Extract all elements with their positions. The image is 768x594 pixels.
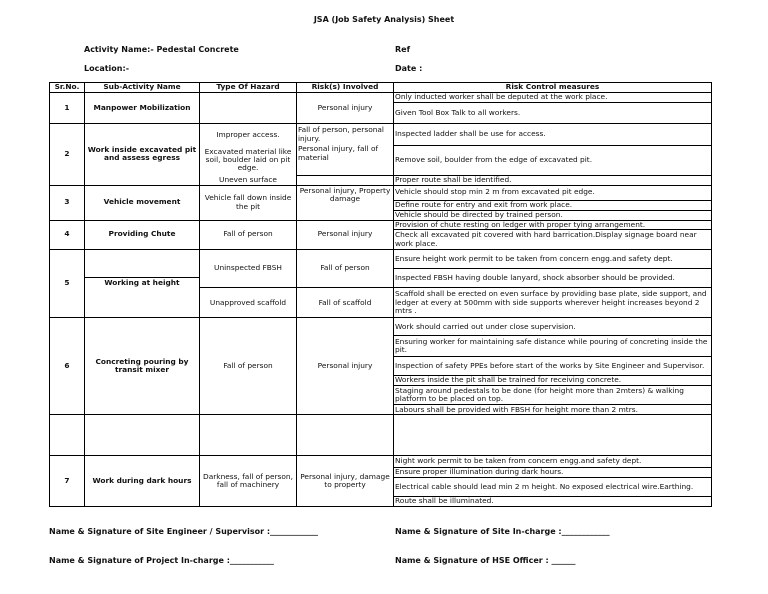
table-row [50, 124, 712, 145]
control-cell: Labours shall be provided with FBSH for height more than 2 mtrs. [394, 405, 712, 415]
empty-cell [297, 415, 394, 456]
control-cell: Route shall be illuminated. [394, 496, 712, 506]
risk-cell: Fall of person, personal injury. [297, 124, 394, 145]
activity-name: Activity Name:- Pedestal Concrete [84, 45, 239, 54]
risk-cell: Personal injury, fall of material [297, 145, 394, 175]
table-row-empty [50, 415, 712, 456]
control-cell: Inspected ladder shall be use for access. [394, 124, 712, 145]
table-row [50, 92, 712, 102]
hazard-cell: Vehicle fall down inside the pit [200, 185, 297, 220]
header-risk: Risk(s) Involved [297, 83, 394, 93]
control-cell: Only inducted worker shall be deputed at the work place. [394, 92, 712, 102]
activity-cell: Work during dark hours [85, 455, 200, 506]
control-cell: Workers inside the pit shall be trained for receiving concrete. [394, 376, 712, 386]
sr-cell: 7 [50, 455, 85, 506]
hazard-cell: Unapproved scaffold [200, 288, 297, 318]
control-cell: Inspection of safety PPEs before start of the works by Site Engineer and Supervisor. [394, 356, 712, 375]
empty-cell [394, 415, 712, 456]
control-cell: Vehicle should stop min 2 m from excavated pit edge. [394, 185, 712, 200]
hazard-cell: Darkness, fall of person, fall of machinery [200, 455, 297, 506]
activity-cell: Concreting pouring by transit mixer [85, 318, 200, 415]
risk-cell: Personal injury [297, 220, 394, 249]
control-cell: Proper route shall be identified. [394, 175, 712, 185]
control-cell: Provision of chute resting on ledger with proper tying arrangement. [394, 220, 712, 230]
table-row [50, 185, 712, 200]
date-label: Date : [395, 64, 423, 73]
sr-cell: 4 [50, 220, 85, 249]
ref-label: Ref [395, 45, 411, 54]
table-row [50, 220, 712, 230]
activity-cell: Working at height [85, 277, 200, 318]
page-title: JSA (Job Safety Analysis) Sheet [313, 15, 455, 24]
risk-cell: Fall of scaffold [297, 288, 394, 318]
activity-cell: Providing Chute [85, 220, 200, 249]
risk-cell: Personal injury, damage to property [297, 455, 394, 506]
sr-cell: 1 [50, 92, 85, 123]
risk-cell [297, 175, 394, 185]
hazard-cell: Excavated material like soil, boulder laid on pit edge. [200, 145, 297, 175]
control-cell: Staging around pedestals to be done (for height more than 2mters) & walking platform to be placed on top. [394, 386, 712, 405]
control-cell: Ensure height work permit to be taken from concern engg.and safety dept. [394, 249, 712, 268]
hazard-cell: Uneven surface [200, 175, 297, 185]
risk-cell: Fall of person [297, 249, 394, 288]
control-cell: Check all excavated pit covered with hard barrication.Display signage board near work place. [394, 230, 712, 249]
control-cell: Scaffold shall be erected on even surface by providing base plate, side support, and ledger at every at 500mm with side supports wherever height increases beyond 2 mtrs . [394, 288, 712, 318]
site-incharge-signature: Name & Signature of Site In-charge :____________ [395, 527, 610, 536]
jsa-table [49, 82, 712, 507]
control-cell: Ensure proper illumination during dark hours. [394, 467, 712, 477]
hse-officer-signature: Name & Signature of HSE Officer : ______ [395, 556, 576, 565]
control-cell: Vehicle should be directed by trained person. [394, 210, 712, 220]
hazard-cell [200, 92, 297, 123]
table-row [50, 249, 712, 268]
control-cell: Inspected FBSH having double lanyard, shock absorber should be provided. [394, 269, 712, 288]
control-cell: Electrical cable should lead min 2 m height. No exposed electrical wire.Earthing. [394, 477, 712, 496]
control-cell: Night work permit to be taken from concern engg.and safety dept. [394, 455, 712, 467]
risk-cell: Personal injury, Property damage [297, 185, 394, 220]
activity-cell: Vehicle movement [85, 185, 200, 220]
table-header-row [50, 83, 712, 93]
empty-cell [200, 415, 297, 456]
header-sub-activity: Sub-Activity Name [85, 83, 200, 93]
control-cell: Work should carried out under close supervision. [394, 318, 712, 336]
sr-cell: 5 [50, 249, 85, 318]
risk-cell: Personal injury [297, 92, 394, 123]
hazard-cell: Fall of person [200, 220, 297, 249]
control-cell: Define route for entry and exit from work place. [394, 200, 712, 210]
hazard-cell: Fall of person [200, 318, 297, 415]
empty-cell [50, 415, 85, 456]
sr-cell: 2 [50, 124, 85, 185]
header-control: Risk Control measures [394, 83, 712, 93]
header-sr-no: Sr.No. [50, 83, 85, 93]
activity-cell: Work inside excavated pit and assess egress [85, 124, 200, 185]
table-row [50, 318, 712, 336]
project-incharge-signature: Name & Signature of Project In-charge :___________ [49, 556, 274, 565]
site-engineer-signature: Name & Signature of Site Engineer / Supervisor :____________ [49, 527, 319, 536]
activity-cell: Manpower Mobilization [85, 92, 200, 123]
sr-cell: 3 [50, 185, 85, 220]
control-cell: Ensuring worker for maintaining safe distance while pouring of concreting inside the pit. [394, 336, 712, 356]
hazard-cell: Improper access. [200, 124, 297, 145]
activity-cell-blank [85, 249, 200, 277]
header-hazard: Type Of Hazard [200, 83, 297, 93]
sr-cell: 6 [50, 318, 85, 415]
risk-cell: Personal injury [297, 318, 394, 415]
empty-cell [85, 415, 200, 456]
control-cell: Given Tool Box Talk to all workers. [394, 102, 712, 123]
location-label: Location:- [84, 64, 130, 73]
table-row [50, 455, 712, 467]
control-cell: Remove soil, boulder from the edge of excavated pit. [394, 145, 712, 175]
hazard-cell: Uninspected FBSH [200, 249, 297, 288]
